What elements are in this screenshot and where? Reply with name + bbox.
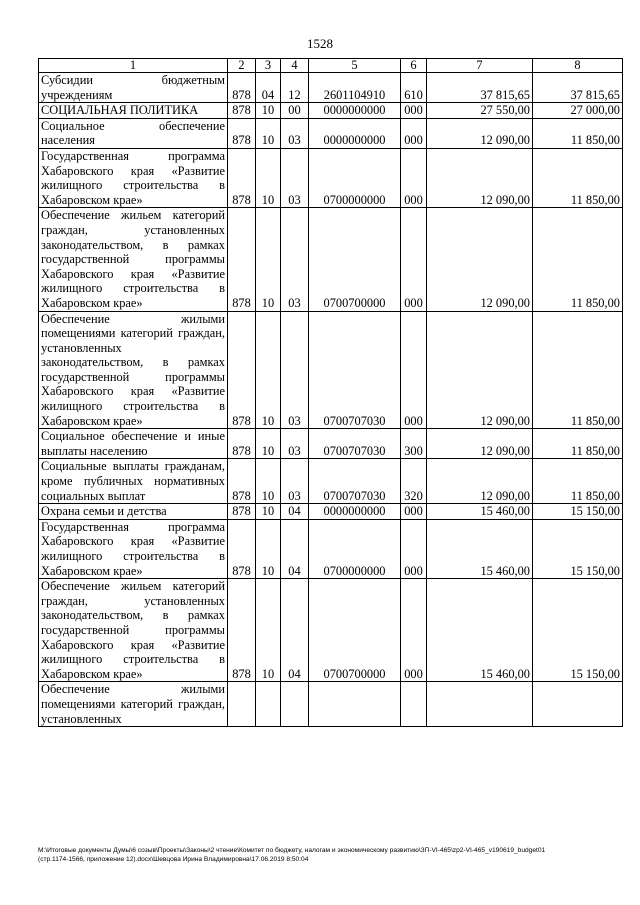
table-header-row — [39, 59, 623, 73]
row-value-cell: 12 090,00 — [427, 459, 533, 504]
row-name-cell: Социальное обеспечение населения — [39, 118, 228, 148]
table-row — [39, 429, 623, 459]
row-value-cell: 10 — [256, 208, 281, 311]
footer-path-line: M:\Итоговые документы Думы\6 созыв\Проекты\Законы\2 чтение\Комитет по бюджету, налогам и экономическому развитию\ЗП-VI-465\zp2-VI-465_v190619_budget01 — [38, 847, 546, 854]
row-value-cell: 878 — [228, 429, 256, 459]
row-value-cell: 000 — [401, 311, 427, 429]
row-value-cell — [401, 682, 427, 727]
row-value-cell — [228, 682, 256, 727]
table-row — [39, 73, 623, 103]
table-row — [39, 579, 623, 682]
row-value-cell: 15 460,00 — [427, 504, 533, 520]
row-value-cell: 11 850,00 — [533, 429, 623, 459]
row-value-cell: 0700000000 — [309, 519, 401, 578]
row-value-cell: 0000000000 — [309, 118, 401, 148]
row-value-cell: 04 — [281, 519, 309, 578]
row-value-cell: 610 — [401, 73, 427, 103]
row-value-cell: 10 — [256, 311, 281, 429]
row-value-cell — [309, 682, 401, 727]
row-name-cell: Охрана семьи и детства — [39, 504, 228, 520]
row-value-cell: 27 550,00 — [427, 103, 533, 119]
row-name-cell: Обеспечение жильем категорий граждан, установленных законодательством, в рамках государственной программы Хабаровского края «Развитие жилищного строительства в Хабаровском крае» — [39, 208, 228, 311]
column-header: 4 — [281, 59, 309, 73]
row-name-cell: Государственная программа Хабаровского края «Развитие жилищного строительства в Хабаровском крае» — [39, 519, 228, 578]
row-value-cell: 10 — [256, 148, 281, 207]
row-value-cell: 2601104910 — [309, 73, 401, 103]
row-value-cell: 15 150,00 — [533, 579, 623, 682]
row-value-cell: 37 815,65 — [533, 73, 623, 103]
row-value-cell: 12 090,00 — [427, 429, 533, 459]
row-value-cell: 000 — [401, 579, 427, 682]
table-row — [39, 118, 623, 148]
column-header: 2 — [228, 59, 256, 73]
row-value-cell: 15 460,00 — [427, 579, 533, 682]
row-value-cell: 04 — [256, 73, 281, 103]
row-name-cell: Социальные выплаты гражданам, кроме публичных нормативных социальных выплат — [39, 459, 228, 504]
row-name-cell: Государственная программа Хабаровского края «Развитие жилищного строительства в Хабаровском крае» — [39, 148, 228, 207]
column-header: 8 — [533, 59, 623, 73]
row-value-cell — [533, 682, 623, 727]
row-value-cell: 000 — [401, 208, 427, 311]
row-value-cell: 878 — [228, 118, 256, 148]
row-value-cell: 11 850,00 — [533, 311, 623, 429]
table-row — [39, 682, 623, 727]
row-value-cell: 320 — [401, 459, 427, 504]
row-value-cell: 10 — [256, 579, 281, 682]
column-header: 1 — [39, 59, 228, 73]
row-value-cell: 0700000000 — [309, 148, 401, 207]
row-value-cell: 10 — [256, 103, 281, 119]
row-value-cell: 878 — [228, 73, 256, 103]
row-value-cell: 0700707030 — [309, 459, 401, 504]
row-value-cell: 000 — [401, 504, 427, 520]
row-value-cell: 0700700000 — [309, 208, 401, 311]
row-value-cell: 0700700000 — [309, 579, 401, 682]
row-value-cell: 878 — [228, 504, 256, 520]
row-value-cell — [427, 682, 533, 727]
row-name-cell: СОЦИАЛЬНАЯ ПОЛИТИКА — [39, 103, 228, 119]
row-name-cell: Обеспечение жилыми помещениями категорий граждан, установленных законодательством, в рамках государственной программы Хабаровского края «Развитие жилищного строительства в Хабаровском крае» — [39, 311, 228, 429]
row-value-cell: 0000000000 — [309, 103, 401, 119]
row-value-cell: 878 — [228, 519, 256, 578]
row-value-cell: 000 — [401, 103, 427, 119]
table-row — [39, 103, 623, 119]
row-value-cell: 15 150,00 — [533, 504, 623, 520]
row-name-cell: Обеспечение жильем категорий граждан, установленных законодательством, в рамках государственной программы Хабаровского края «Развитие жилищного строительства в Хабаровском крае» — [39, 579, 228, 682]
row-value-cell: 15 460,00 — [427, 519, 533, 578]
row-value-cell: 10 — [256, 429, 281, 459]
row-name-cell: Субсидии бюджетным учреждениям — [39, 73, 228, 103]
row-value-cell: 878 — [228, 579, 256, 682]
row-value-cell: 03 — [281, 429, 309, 459]
row-value-cell: 04 — [281, 504, 309, 520]
table-row — [39, 311, 623, 429]
row-value-cell: 10 — [256, 459, 281, 504]
page-number: 1528 — [307, 36, 333, 51]
row-value-cell: 12 090,00 — [427, 118, 533, 148]
row-value-cell: 0700707030 — [309, 429, 401, 459]
row-value-cell — [256, 682, 281, 727]
row-value-cell: 11 850,00 — [533, 208, 623, 311]
row-value-cell: 11 850,00 — [533, 459, 623, 504]
row-value-cell: 11 850,00 — [533, 148, 623, 207]
row-value-cell: 03 — [281, 459, 309, 504]
row-value-cell: 10 — [256, 519, 281, 578]
table-row — [39, 504, 623, 520]
row-value-cell: 37 815,65 — [427, 73, 533, 103]
row-value-cell: 000 — [401, 118, 427, 148]
footer-author-line: (стр.1174-1566, приложение 12).docx\Шевцова Ирина Владимировна\17.06.2019 8:50:04 — [38, 856, 309, 863]
row-value-cell: 000 — [401, 519, 427, 578]
column-header: 5 — [309, 59, 401, 73]
column-header: 3 — [256, 59, 281, 73]
row-value-cell: 878 — [228, 148, 256, 207]
row-value-cell: 12 — [281, 73, 309, 103]
row-value-cell: 03 — [281, 208, 309, 311]
row-name-cell: Обеспечение жилыми помещениями категорий граждан, установленных — [39, 682, 228, 727]
row-value-cell: 0700707030 — [309, 311, 401, 429]
table-row — [39, 519, 623, 578]
row-value-cell: 878 — [228, 459, 256, 504]
row-value-cell: 878 — [228, 103, 256, 119]
row-value-cell: 15 150,00 — [533, 519, 623, 578]
row-value-cell: 000 — [401, 148, 427, 207]
row-value-cell: 12 090,00 — [427, 148, 533, 207]
row-value-cell: 03 — [281, 118, 309, 148]
row-value-cell: 300 — [401, 429, 427, 459]
row-value-cell: 11 850,00 — [533, 118, 623, 148]
row-value-cell: 00 — [281, 103, 309, 119]
table-row — [39, 459, 623, 504]
row-value-cell: 12 090,00 — [427, 208, 533, 311]
row-value-cell: 878 — [228, 311, 256, 429]
table-row — [39, 148, 623, 207]
row-value-cell: 0000000000 — [309, 504, 401, 520]
row-value-cell: 27 000,00 — [533, 103, 623, 119]
row-value-cell: 03 — [281, 311, 309, 429]
row-value-cell — [281, 682, 309, 727]
row-value-cell: 03 — [281, 148, 309, 207]
column-header: 7 — [427, 59, 533, 73]
budget-table — [38, 58, 623, 727]
row-name-cell: Социальное обеспечение и иные выплаты населению — [39, 429, 228, 459]
row-value-cell: 10 — [256, 504, 281, 520]
table-row — [39, 208, 623, 311]
document-footer — [38, 846, 628, 864]
row-value-cell: 10 — [256, 118, 281, 148]
column-header: 6 — [401, 59, 427, 73]
row-value-cell: 04 — [281, 579, 309, 682]
row-value-cell: 878 — [228, 208, 256, 311]
row-value-cell: 12 090,00 — [427, 311, 533, 429]
